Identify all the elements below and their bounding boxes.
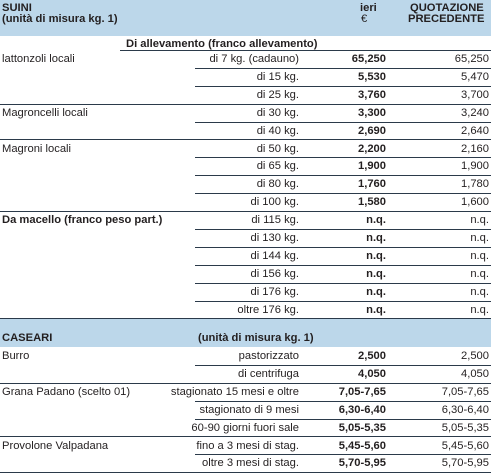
- row-ieri-value: 1,900: [358, 160, 386, 173]
- row-spec: di 144 kg.: [250, 249, 299, 262]
- row-spec: di 130 kg.: [250, 232, 299, 244]
- table-row: [0, 105, 491, 122]
- row-spec: di centrifuga: [238, 367, 299, 380]
- table-row: [0, 420, 491, 437]
- row-ieri-value: 7,05-7,65: [338, 385, 386, 398]
- row-ieri-value: 5,45-5,60: [338, 439, 386, 452]
- row-ieri-value: 1,580: [358, 196, 386, 209]
- row-previous-value: 5,45-5,60: [441, 439, 489, 452]
- row-name: Magroni locali: [2, 142, 72, 155]
- row-previous-value: n.q.: [470, 214, 489, 227]
- row-previous-value: 5,05-5,35: [441, 421, 489, 434]
- row-spec: stagionato 15 mesi e oltre: [170, 385, 299, 398]
- prec-label-line2: PRECEDENTE: [408, 13, 485, 25]
- caseari-unit: (unità di misura kg. 1): [198, 332, 314, 344]
- row-previous-value: 3,240: [461, 106, 489, 119]
- row-previous-value: 4,050: [461, 367, 489, 380]
- row-previous-value: n.q.: [470, 232, 489, 244]
- row-previous-value: 1,900: [461, 160, 489, 173]
- row-ieri-value: 5,70-5,95: [338, 457, 386, 470]
- row-spec: pastorizzato: [238, 350, 299, 362]
- row-spec: di 30 kg.: [256, 106, 299, 119]
- row-ieri-value: 2,500: [358, 350, 386, 362]
- table-row: [0, 176, 491, 193]
- row-spec: di 7 kg. (cadauno): [209, 53, 299, 65]
- table-row: [0, 402, 491, 419]
- ieri-currency: €: [361, 13, 368, 25]
- row-ieri-value: n.q.: [366, 303, 386, 316]
- row-spec: di 176 kg.: [250, 285, 299, 298]
- row-previous-value: n.q.: [470, 285, 489, 298]
- table-row: [0, 230, 491, 247]
- row-previous-value: 2,640: [461, 124, 489, 137]
- table-row: [0, 384, 491, 401]
- row-previous-value: n.q.: [470, 303, 489, 316]
- row-name: lattonzoli locali: [2, 53, 75, 65]
- row-ieri-value: n.q.: [366, 232, 386, 244]
- row-previous-value: 2,500: [461, 350, 489, 362]
- row-name: Grana Padano (scelto 01): [2, 385, 131, 398]
- row-ieri-value: 3,300: [358, 106, 386, 119]
- row-previous-value: n.q.: [470, 267, 489, 280]
- row-spec: di 25 kg.: [256, 88, 299, 101]
- row-ieri-value: 4,050: [358, 367, 386, 380]
- row-ieri-value: n.q.: [366, 214, 386, 227]
- table-row: [0, 87, 491, 104]
- row-name: Magroncelli locali: [2, 106, 88, 119]
- row-spec: fino a 3 mesi di stag.: [196, 439, 299, 452]
- row-ieri-value: n.q.: [366, 249, 386, 262]
- row-spec: di 65 kg.: [256, 160, 299, 173]
- table-row: [0, 123, 491, 140]
- row-previous-value: 1,600: [461, 196, 489, 209]
- row-spec: oltre 3 mesi di stag.: [201, 457, 299, 470]
- row-name: Burro: [2, 350, 30, 362]
- table-row: [0, 141, 491, 158]
- row-ieri-value: n.q.: [366, 285, 386, 298]
- row-ieri-value: 6,30-6,40: [338, 403, 386, 416]
- ieri-label: ieri: [360, 2, 377, 14]
- row-spec: stagionato di 9 mesi: [199, 403, 299, 416]
- row-ieri-value: 1,760: [358, 178, 386, 191]
- row-spec: di 100 kg.: [250, 196, 299, 209]
- row-spec: di 156 kg.: [250, 267, 299, 280]
- table-row: [0, 348, 491, 365]
- suini-unit: (unità di misura kg. 1): [2, 13, 118, 25]
- row-ieri-value: n.q.: [366, 267, 386, 280]
- table-row: [0, 51, 491, 68]
- table-row: [0, 302, 491, 319]
- table-row: [0, 284, 491, 301]
- row-previous-value: 6,30-6,40: [441, 403, 489, 416]
- row-previous-value: 5,470: [461, 70, 489, 83]
- table-row: [0, 248, 491, 265]
- row-ieri-value: 2,200: [358, 142, 386, 155]
- table-row: [0, 158, 491, 175]
- row-name: Provolone Valpadana: [2, 439, 109, 452]
- row-previous-value: 7,05-7,65: [441, 385, 489, 398]
- table-row: [0, 366, 491, 383]
- prec-label-line1: QUOTAZIONE: [410, 2, 484, 14]
- row-spec: 60-90 giorni fuori sale: [191, 421, 299, 434]
- row-name: Da macello (franco peso part.): [2, 214, 163, 227]
- row-spec: di 115 kg.: [251, 214, 299, 227]
- row-previous-value: 5,70-5,95: [441, 457, 489, 470]
- table-row: [0, 455, 491, 472]
- table-row: [0, 69, 491, 86]
- row-ieri-value: 65,250: [351, 53, 386, 65]
- row-ieri-value: 3,760: [358, 88, 386, 101]
- allevamento-heading: Di allevamento (franco allevamento): [126, 38, 318, 50]
- row-spec: di 50 kg.: [256, 142, 299, 155]
- table-row: [0, 438, 491, 455]
- row-spec: di 15 kg.: [256, 70, 299, 83]
- row-spec: di 40 kg.: [256, 124, 299, 137]
- row-spec: oltre 176 kg.: [237, 303, 299, 316]
- suini-title: SUINI: [2, 2, 32, 14]
- row-ieri-value: 5,530: [358, 70, 386, 83]
- table-row: [0, 266, 491, 283]
- row-ieri-value: 5,05-5,35: [338, 421, 386, 434]
- row-previous-value: 3,700: [461, 88, 489, 101]
- table-row: [0, 194, 491, 211]
- table-row: [0, 212, 491, 229]
- row-previous-value: 65,250: [454, 53, 489, 65]
- row-spec: di 80 kg.: [256, 178, 299, 191]
- row-ieri-value: 2,690: [358, 124, 386, 137]
- caseari-title: CASEARI: [2, 332, 53, 344]
- row-previous-value: n.q.: [470, 249, 489, 262]
- row-previous-value: 2,160: [461, 142, 489, 155]
- group-divider: [0, 472, 491, 473]
- row-previous-value: 1,780: [461, 178, 489, 191]
